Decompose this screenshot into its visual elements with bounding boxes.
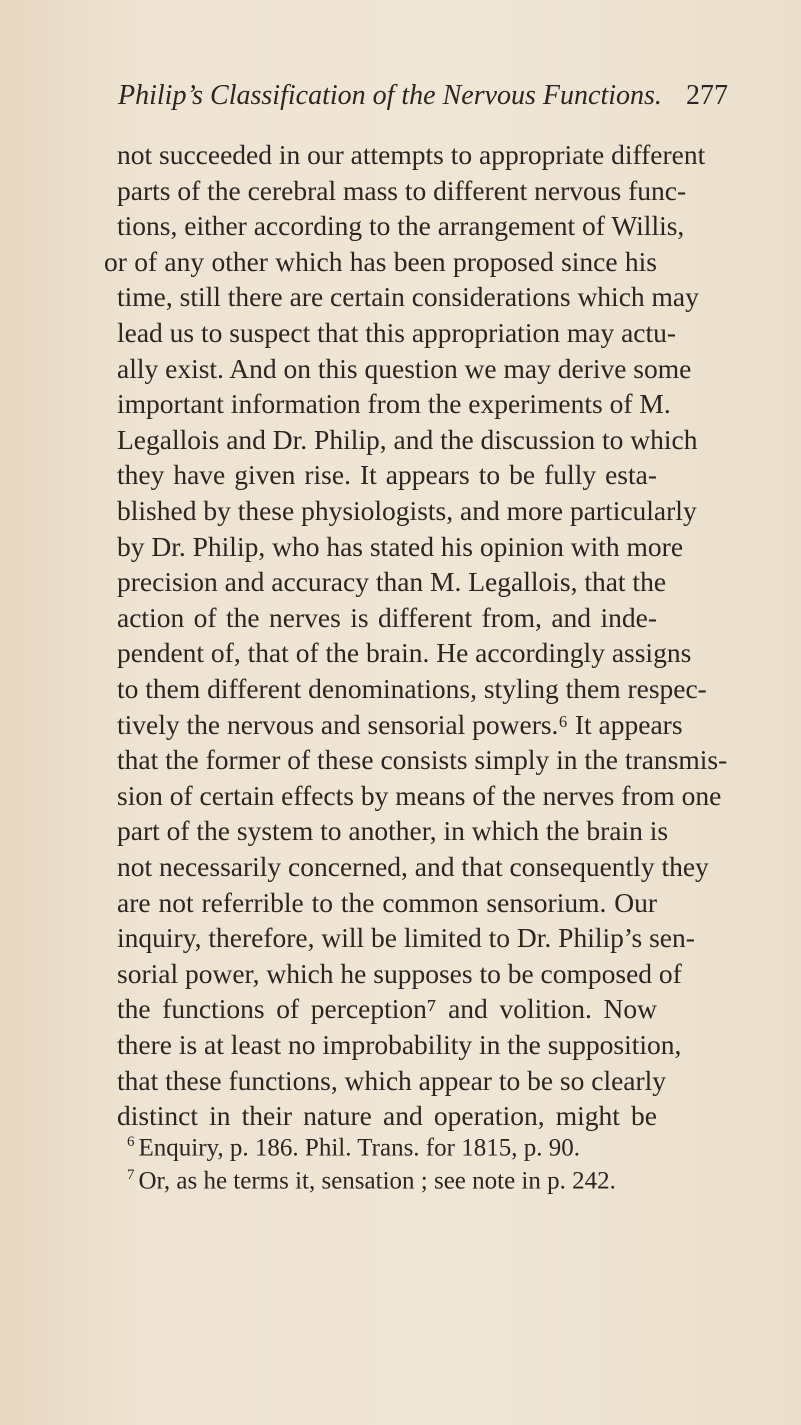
text-line: action of the nerves is different from, and inde- [117,601,657,633]
text-line: that these functions, which appear to be so clearly [117,1064,667,1096]
footnote-marker: 6 [127,1134,135,1150]
text-line: parts of the cerebral mass to different nervous func- [117,174,687,206]
footnote [127,1159,616,1197]
running-head [0,80,801,120]
running-head-title: Philip’s Classification of the Nervous Functions. [118,80,662,111]
text-line: pendent of, that of the brain. He accordingly assigns [117,637,692,669]
footnote-text: Or, as he terms it, sensation ; see note in p. 242. [138,1167,616,1195]
text-line: important information from the experiments of M. [117,388,671,420]
text-line: Legallois and Dr. Philip, and the discussion to which [117,423,698,455]
text-line: the functions of perception⁷ and volition. Now [117,993,657,1025]
text-line: not succeeded in our attempts to appropriate different [117,139,706,170]
text-line: or of any other which has been proposed since his [104,245,657,277]
footnote-marker: 7 [127,1167,135,1183]
text-line: by Dr. Philip, who has stated his opinion with more [117,530,684,562]
text-line: are not referrible to the common sensorium. Our [117,886,657,918]
text-line: sorial power, which he supposes to be composed of [117,957,682,989]
text-line: inquiry, therefore, will be limited to Dr. Philip’s sen- [117,922,695,954]
text-line: to them different denominations, styling them respec- [117,673,707,704]
text-line: sion of certain effects by means of the nerves from one [117,779,722,811]
text-line: ally exist. And on this question we may derive some [117,352,692,384]
footnote-text: Enquiry, p. 186. Phil. Trans. for 1815, p. 90. [138,1134,580,1162]
text-line: tions, either according to the arrangement of Willis, [117,210,685,242]
text-line: blished by these physiologists, and more particularly [117,495,697,526]
text-line: there is at least no improbability in the supposition, [117,1029,682,1060]
text-line: tively the nervous and sensorial powers.⁶ It appears [117,708,683,740]
text-line: not necessarily concerned, and that consequently they [117,851,709,882]
page-number: 277 [686,80,728,111]
text-line: distinct in their nature and operation, might be [117,1100,657,1132]
text-line: they have given rise. It appears to be fully esta- [117,459,657,491]
text-line: that the former of these consists simply in the transmis- [117,744,728,776]
text-line: time, still there are certain considerations which may [117,281,699,313]
text-line: precision and accuracy than M. Legallois, that the [117,566,667,598]
text-line: lead us to suspect that this appropriation may actu- [117,317,677,348]
text-line: part of the system to another, in which the brain is [117,815,669,847]
